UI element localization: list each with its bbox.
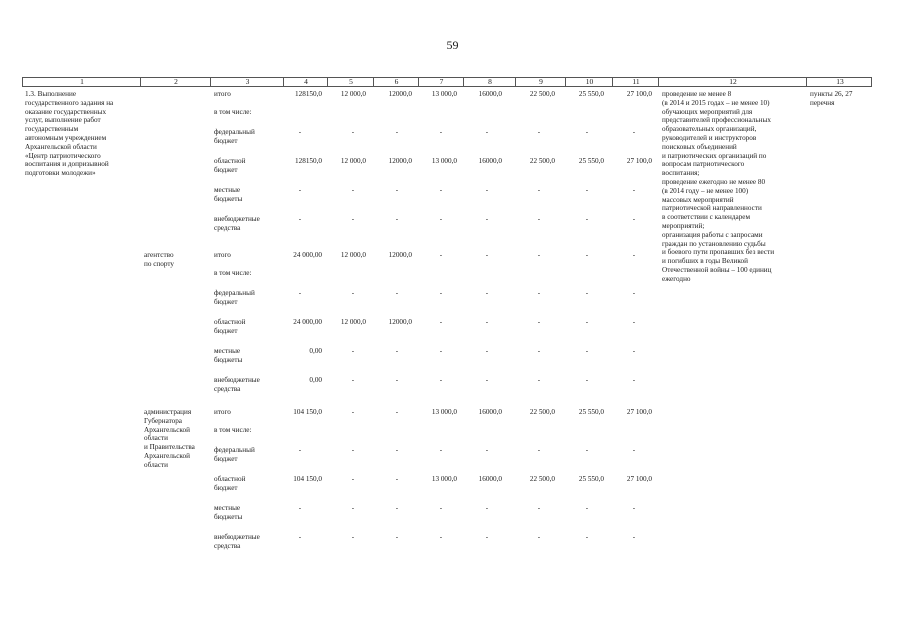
amount-dash: - <box>485 289 489 297</box>
amount-value: 16000,0 <box>478 408 502 416</box>
column-number: 7 <box>439 77 444 86</box>
funding-source-label: бюджеты <box>214 355 243 364</box>
funding-source-label: бюджеты <box>214 512 243 521</box>
amount-value: 12000,0 <box>388 90 412 98</box>
amount-dash: - <box>485 215 489 223</box>
amount-dash: - <box>439 446 443 454</box>
amount-dash: - <box>395 289 399 297</box>
column-number: 2 <box>174 77 178 86</box>
amount-dash: - <box>395 128 399 136</box>
expected-result-line: (в 2014 и 2015 годах – не менее 10) <box>662 98 770 107</box>
task-description-line: оказание государственных <box>25 107 107 116</box>
amount-value: 13 000,0 <box>431 157 457 165</box>
amount-dash: - <box>485 446 489 454</box>
amount-value: 22 500,0 <box>529 157 555 165</box>
amount-dash: - <box>395 533 399 541</box>
amount-dash: - <box>351 533 355 541</box>
amount-dash: - <box>485 318 489 326</box>
amount-value: 16000,0 <box>478 157 502 165</box>
amount-dash: - <box>351 475 355 483</box>
expected-result-line: ежегодно <box>662 274 691 283</box>
column-number: 3 <box>245 77 250 86</box>
executor-line: области <box>144 434 169 443</box>
task-description-line: автономным учреждением <box>25 134 107 142</box>
amount-dash: - <box>632 251 636 259</box>
funding-source-label: местные <box>214 504 241 512</box>
amount-dash: - <box>485 186 489 194</box>
executor-line: администрация <box>144 408 192 416</box>
funding-source-label: бюджет <box>214 297 238 306</box>
amount-value: 13 000,0 <box>431 90 457 98</box>
amount-value: 12 000,0 <box>340 90 366 98</box>
funding-source-label: средства <box>214 223 241 232</box>
amount-dash: - <box>632 318 636 326</box>
column-number: 1 <box>80 77 84 86</box>
amount-dash: - <box>537 318 541 326</box>
amount-dash: - <box>585 446 589 454</box>
funding-source-label: в том числе: <box>214 426 252 434</box>
expected-result-line: руководителей и инструкторов <box>662 134 757 142</box>
amount-dash: - <box>351 186 355 194</box>
funding-source-label: в том числе: <box>214 108 252 116</box>
amount-dash: - <box>439 504 443 512</box>
amount-dash: - <box>632 533 636 541</box>
amount-dash: - <box>537 504 541 512</box>
amount-dash: - <box>298 446 302 454</box>
amount-value: 27 100,0 <box>626 408 652 416</box>
amount-value: 25 550,0 <box>578 90 604 98</box>
funding-source-label: бюджет <box>214 136 238 145</box>
amount-value: 27 100,0 <box>626 90 652 98</box>
amount-dash: - <box>298 215 302 223</box>
amount-dash: - <box>485 347 489 355</box>
amount-dash: - <box>537 446 541 454</box>
task-description-line: воспитания и допризывной <box>25 160 109 169</box>
funding-source-label: внебюджетные <box>214 376 260 384</box>
expected-result-line: вопросам патриотического <box>662 160 745 169</box>
amount-dash: - <box>537 347 541 355</box>
amount-value: 16000,0 <box>478 90 502 98</box>
funding-source-label: итого <box>214 408 231 416</box>
funding-source-label: бюджет <box>214 454 238 463</box>
amount-value: 22 500,0 <box>529 408 555 416</box>
amount-dash: - <box>585 251 589 259</box>
funding-source-label: областной <box>214 157 246 165</box>
amount-dash: - <box>632 128 636 136</box>
amount-value: 13 000,0 <box>431 475 457 483</box>
expected-result-line: мероприятий; <box>662 222 705 230</box>
reference-line: перечня <box>810 98 835 107</box>
amount-dash: - <box>298 128 302 136</box>
expected-result-line: образовательных организаций, <box>662 125 757 134</box>
column-number: 4 <box>304 77 308 86</box>
expected-result-line: и патриотических организаций по <box>662 151 767 160</box>
funding-source-label: в том числе: <box>214 269 252 277</box>
amount-value: 12 000,0 <box>340 251 366 259</box>
amount-dash: - <box>298 186 302 194</box>
expected-result-line: проведение ежегодно не менее 80 <box>662 178 766 186</box>
amount-value: 104 150,0 <box>293 408 322 416</box>
amount-value: 24 000,00 <box>293 251 322 259</box>
funding-source-label: бюджет <box>214 165 238 174</box>
amount-dash: - <box>632 446 636 454</box>
amount-dash: - <box>351 289 355 297</box>
task-description-line: подготовки молодежи» <box>25 169 96 178</box>
amount-dash: - <box>537 186 541 194</box>
amount-value: 12 000,0 <box>340 157 366 165</box>
amount-dash: - <box>485 533 489 541</box>
column-number: 13 <box>836 77 844 86</box>
executor-line: Губернатора <box>144 416 182 425</box>
amount-value: 0,00 <box>309 376 322 384</box>
amount-dash: - <box>395 376 399 384</box>
expected-result-line: представителей профессиональных <box>662 116 771 125</box>
expected-result-line: граждан по установлению судьбы <box>662 239 766 248</box>
amount-dash: - <box>351 376 355 384</box>
amount-dash: - <box>632 376 636 384</box>
amount-dash: - <box>439 215 443 223</box>
column-number: 12 <box>729 77 737 86</box>
expected-result-line: поисковых объединений <box>662 142 737 151</box>
expected-result-line: в соответствии с календарем <box>662 213 751 222</box>
amount-dash: - <box>395 347 399 355</box>
amount-dash: - <box>585 504 589 512</box>
amount-value: 12000,0 <box>388 157 412 165</box>
column-number: 8 <box>488 77 492 86</box>
amount-dash: - <box>395 186 399 194</box>
amount-dash: - <box>351 215 355 223</box>
funding-source-label: областной <box>214 318 246 326</box>
amount-value: 12000,0 <box>388 318 412 326</box>
funding-source-label: федеральный <box>214 128 255 136</box>
amount-dash: - <box>395 475 399 483</box>
expected-result-line: и погибших в годы Великой <box>662 257 748 266</box>
amount-value: 27 100,0 <box>626 475 652 483</box>
amount-dash: - <box>439 376 443 384</box>
amount-dash: - <box>298 504 302 512</box>
expected-result-line: обучающих мероприятий для <box>662 107 753 116</box>
amount-value: 128150,0 <box>295 90 322 98</box>
amount-dash: - <box>439 318 443 326</box>
amount-dash: - <box>537 251 541 259</box>
task-description-line: Архангельской области <box>25 142 97 151</box>
amount-value: 13 000,0 <box>431 408 457 416</box>
amount-dash: - <box>395 504 399 512</box>
amount-dash: - <box>439 128 443 136</box>
executor-line: Архангельской <box>144 452 190 460</box>
amount-value: 104 150,0 <box>293 475 322 483</box>
amount-value: 16000,0 <box>478 475 502 483</box>
amount-dash: - <box>632 186 636 194</box>
amount-dash: - <box>632 504 636 512</box>
amount-dash: - <box>298 533 302 541</box>
amount-dash: - <box>395 408 399 416</box>
amount-dash: - <box>537 533 541 541</box>
column-number: 5 <box>349 77 353 86</box>
executor-line: по спорту <box>144 259 175 268</box>
amount-dash: - <box>632 215 636 223</box>
amount-value: 128150,0 <box>295 157 322 165</box>
amount-dash: - <box>585 289 589 297</box>
amount-dash: - <box>298 289 302 297</box>
task-description-line: государственного задания на <box>25 98 114 107</box>
amount-dash: - <box>585 376 589 384</box>
executor-line: и Правительства <box>144 443 195 452</box>
amount-dash: - <box>439 251 443 259</box>
funding-source-label: итого <box>214 251 231 259</box>
funding-source-label: бюджет <box>214 483 238 492</box>
amount-dash: - <box>485 376 489 384</box>
amount-value: 12 000,0 <box>340 318 366 326</box>
amount-dash: - <box>395 446 399 454</box>
reference-line: пункты 26, 27 <box>810 90 853 98</box>
amount-dash: - <box>485 504 489 512</box>
task-description-line: услуг, выполнение работ <box>25 116 101 125</box>
amount-dash: - <box>439 289 443 297</box>
amount-dash: - <box>537 376 541 384</box>
amount-dash: - <box>439 347 443 355</box>
funding-source-label: федеральный <box>214 446 255 454</box>
expected-result-line: (в 2014 году – не менее 100) <box>662 186 749 195</box>
amount-dash: - <box>351 504 355 512</box>
amount-dash: - <box>485 251 489 259</box>
funding-source-label: средства <box>214 384 241 393</box>
amount-dash: - <box>585 347 589 355</box>
expected-result-line: массовых мероприятий <box>662 195 734 204</box>
amount-dash: - <box>439 533 443 541</box>
funding-source-label: итого <box>214 90 231 98</box>
executor-line: Архангельской <box>144 425 190 434</box>
amount-dash: - <box>632 347 636 355</box>
task-description-line: 1.3. Выполнение <box>25 90 77 98</box>
funding-source-label: бюджеты <box>214 194 243 203</box>
expected-result-line: Отечественной войны – 100 единиц <box>662 266 772 274</box>
amount-value: 25 550,0 <box>578 157 604 165</box>
funding-source-label: внебюджетные <box>214 533 260 541</box>
funding-source-label: средства <box>214 541 241 550</box>
column-number: 6 <box>394 77 399 86</box>
amount-value: 22 500,0 <box>529 475 555 483</box>
task-description-line: государственным <box>25 125 79 134</box>
expected-result-line: проведение не менее 8 <box>662 90 732 98</box>
funding-source-label: федеральный <box>214 289 255 297</box>
funding-source-label: местные <box>214 186 241 194</box>
page-number: 59 <box>446 38 459 52</box>
amount-value: 25 550,0 <box>578 408 604 416</box>
amount-dash: - <box>585 128 589 136</box>
amount-dash: - <box>585 215 589 223</box>
amount-dash: - <box>351 128 355 136</box>
column-number: 9 <box>539 77 543 86</box>
column-number: 11 <box>632 77 640 86</box>
amount-dash: - <box>537 289 541 297</box>
funding-source-label: бюджет <box>214 326 238 335</box>
amount-dash: - <box>632 289 636 297</box>
amount-dash: - <box>585 318 589 326</box>
expected-result-line: и боевого пути пропавших без вести <box>662 248 775 257</box>
expected-result-line: организация работы с запросами <box>662 230 763 239</box>
column-number-header <box>22 77 872 87</box>
funding-source-label: областной <box>214 475 246 483</box>
amount-value: 22 500,0 <box>529 90 555 98</box>
funding-source-label: местные <box>214 347 241 355</box>
amount-value: 12000,0 <box>388 251 412 259</box>
amount-value: 0,00 <box>309 347 322 355</box>
amount-value: 24 000,00 <box>293 318 322 326</box>
task-description-line: «Центр патриотического <box>25 151 101 160</box>
amount-dash: - <box>585 533 589 541</box>
expected-result-line: патриотической направленности <box>662 204 762 213</box>
amount-dash: - <box>351 446 355 454</box>
amount-dash: - <box>537 128 541 136</box>
amount-dash: - <box>351 347 355 355</box>
funding-source-label: внебюджетные <box>214 215 260 223</box>
column-number: 10 <box>585 77 594 86</box>
expected-result-line: воспитания; <box>662 169 700 178</box>
amount-value: 25 550,0 <box>578 475 604 483</box>
amount-dash: - <box>585 186 589 194</box>
amount-dash: - <box>351 408 355 416</box>
amount-dash: - <box>537 215 541 223</box>
executor-line: агентство <box>144 251 174 259</box>
executor-line: области <box>144 460 169 469</box>
amount-value: 27 100,0 <box>626 157 652 165</box>
amount-dash: - <box>439 186 443 194</box>
amount-dash: - <box>485 128 489 136</box>
amount-dash: - <box>395 215 399 223</box>
